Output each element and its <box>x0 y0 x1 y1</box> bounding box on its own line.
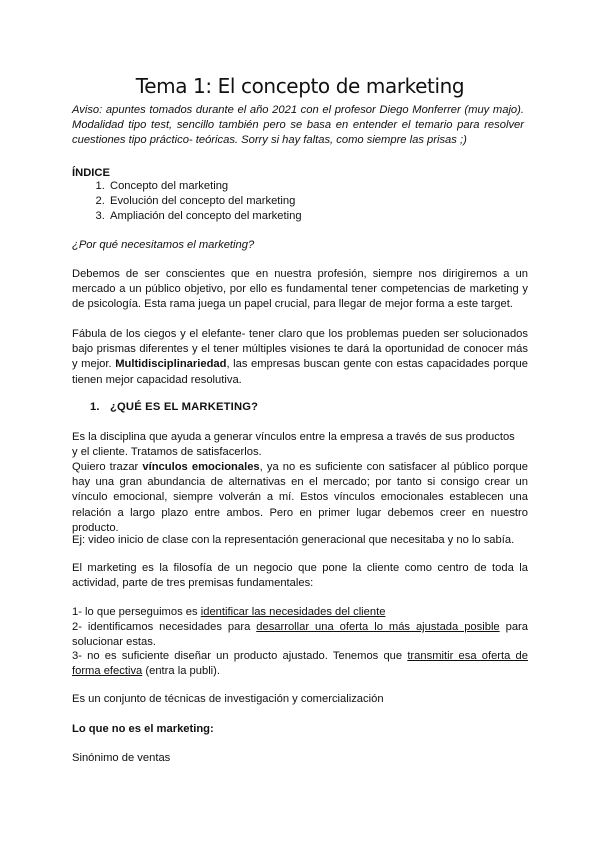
definition-paragraph: Es la disciplina que ayuda a generar vínculos entre la empresa a través de sus productos y el cliente. Tratamos de satisfacerlos. <box>72 431 515 459</box>
premise-1-underlined: identificar las necesidades del cliente <box>200 606 386 618</box>
emotional-text-end: , ya no es suficiente con satisfacer al público porque hay una gran abundancia de alternativas en el mercado; por tanto si consigo crear un vínculo emocional, siempre volverán a mí. Estos vínculos emocionales establecen una relación a largo plazo entre ambos. Pero en primer lugar debemos creer en nuestro producto. <box>72 461 528 534</box>
index-item: 3. Ampliación del concepto del marketing <box>108 209 302 224</box>
techniques-line: Es un conjunto de técnicas de investigación y comercialización <box>72 693 384 705</box>
paragraph-fable <box>72 327 528 388</box>
emotional-bonds-paragraph <box>72 460 528 536</box>
section-number: 1. <box>90 401 100 413</box>
premise-2 <box>72 620 528 650</box>
question-heading: ¿Por qué necesitamos el marketing? <box>72 239 255 251</box>
page-title: Tema 1: El concepto de marketing <box>135 74 465 98</box>
multidisciplinarity-term: Multidisciplinariedad <box>115 358 227 371</box>
fable-text: Fábula de los ciegos y el elefante- tener claro que los problemas pueden ser solucionados bajo prismas diferentes y el tener múltiples visiones te dará la oportunidad de conocer más y mejor. <box>72 328 528 371</box>
section-heading <box>90 401 258 413</box>
synonym-line: Sinónimo de ventas <box>72 752 171 764</box>
premise-3-text: 3- no es suficiente diseñar un producto ajustado. Tenemos que <box>72 650 408 662</box>
premise-3-underlined: transmitir esa oferta de forma efectiva <box>72 650 528 678</box>
not-marketing-heading: Lo que no es el marketing: <box>72 723 214 735</box>
premise-2-underlined: desarrollar una oferta lo más ajustada posible <box>256 621 500 633</box>
index-list <box>72 179 302 225</box>
paragraph-target: Debemos de ser conscientes que en nuestra profesión, siempre nos dirigiremos a un mercado a un público objetivo, por ello es fundamental tener competencias de marketing y de psicología. Esta rama juega un papel crucial, para llegar de mejor forma a este target. <box>72 268 528 311</box>
emotional-text: Quiero trazar <box>72 461 143 473</box>
premise-1-text: 1- lo que perseguimos es <box>72 606 201 618</box>
notice-text: Aviso: apuntes tomados durante el año 2021 con el profesor Diego Monferrer (muy majo). Modalidad tipo test, sencillo también pero se basa en entender el temario para resolver cuestiones tipo práctico- teóricas. Sorry si hay faltas, como siempre las prisas ;) <box>72 104 524 147</box>
premise-2-text: 2- identificamos necesidades para <box>72 621 257 633</box>
fable-text-end: , las empresas buscan gente con estas capacidades porque tienen mejor capacidad resolutiva. <box>72 358 528 386</box>
philosophy-paragraph: El marketing es la filosofía de un negocio que pone la cliente como centro de toda la actividad, parte de tres premisas fundamentales: <box>72 562 528 590</box>
premise-2-text-end: para solucionar estas. <box>72 621 528 649</box>
premise-3 <box>72 649 528 679</box>
index-item: 1. Concepto del marketing <box>108 179 302 194</box>
premise-1 <box>72 605 528 620</box>
emotional-bonds-term: vínculos emocionales <box>142 461 260 473</box>
section-title: ¿QUÉ ES EL MARKETING? <box>110 401 259 413</box>
index-heading: ÍNDICE <box>72 167 110 179</box>
index-item: 2. Evolución del concepto del marketing <box>108 194 302 209</box>
example-line: Ej: video inicio de clase con la representación generacional que necesitaba y no lo sabía. <box>72 534 515 546</box>
premise-3-text-end: (entra la publi). <box>142 665 220 678</box>
